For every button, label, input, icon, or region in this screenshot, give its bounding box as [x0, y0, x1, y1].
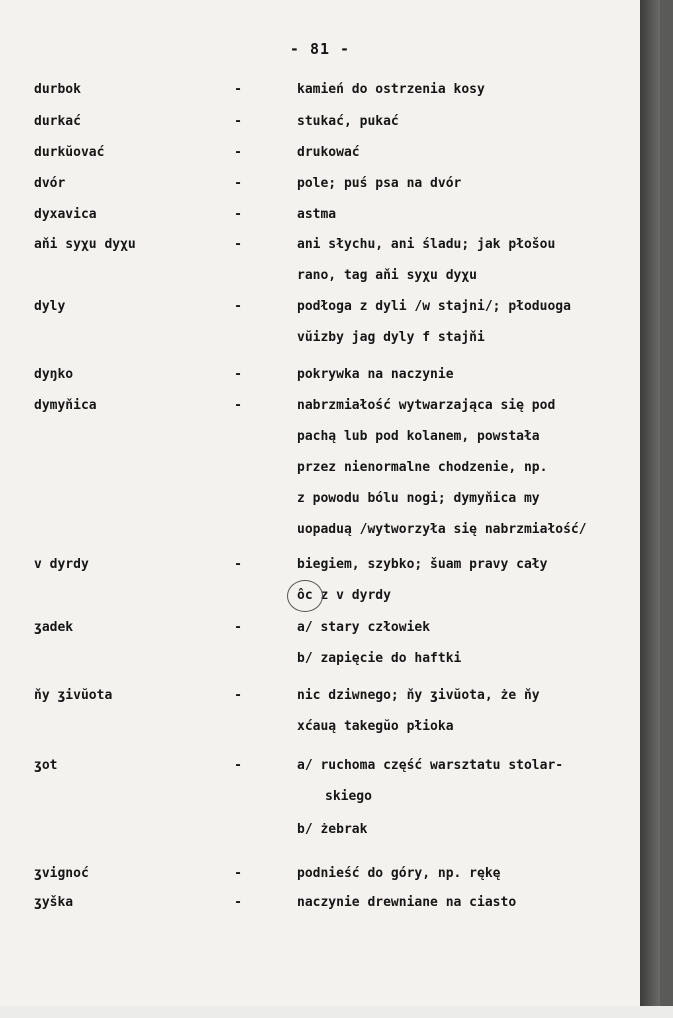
entry-dash: - — [234, 895, 242, 910]
entry-definition-line: biegiem, szybko; šuam pravy cały — [297, 557, 548, 572]
entry-dash: - — [234, 145, 242, 160]
entry-definition-line: naczynie drewniane na ciasto — [297, 895, 517, 910]
entry-definition-line: vŭizby jag dyly f stajňi — [297, 330, 485, 345]
entry-term: ʒyška — [34, 895, 74, 910]
scan-margin — [0, 1006, 673, 1018]
entry-definition-line: nabrzmiałość wytwarzająca się pod — [297, 398, 556, 413]
entry-definition-line: drukować — [297, 145, 360, 160]
entry-dash: - — [234, 557, 242, 572]
entry-definition-line: podłoga z dyli /w stajni/; płoduoga — [297, 299, 571, 314]
handwritten-circle — [287, 580, 323, 612]
entry-term: ʒadek — [34, 620, 74, 635]
entry-definition-line: ani słychu, ani śladu; jak płošou — [297, 237, 556, 252]
entry-term: dvór — [34, 176, 66, 191]
entry-definition-line: pachą lub pod kolanem, powstała — [297, 429, 540, 444]
entry-term: dyxavica — [34, 207, 97, 222]
entry-dash: - — [234, 176, 242, 191]
entry-term: ʒot — [34, 758, 58, 773]
entry-definition-line: przez nienormalne chodzenie, np. — [297, 460, 548, 475]
entry-dash: - — [234, 398, 242, 413]
entry-dash: - — [234, 688, 242, 703]
entry-dash: - — [234, 620, 242, 635]
entry-definition-line: uopaduą /wytworzyła się nabrzmiałość/ — [297, 522, 587, 537]
entry-definition-line: astma — [297, 207, 337, 222]
entry-term: dyly — [34, 299, 66, 314]
entry-definition-line: b/ żebrak — [297, 822, 368, 837]
entry-dash: - — [234, 114, 242, 129]
entry-term: dymyňica — [34, 398, 97, 413]
page-number: - 81 - — [289, 40, 351, 58]
entry-definition-line: b/ zapięcie do haftki — [297, 651, 462, 666]
entry-dash: - — [234, 866, 242, 881]
entry-dash: - — [234, 299, 242, 314]
entry-definition-line: pokrywka na naczynie — [297, 367, 454, 382]
entry-definition-line: z powodu bólu nogi; dymyňica my — [297, 491, 540, 506]
entry-definition-line: kamień do ostrzenia kosy — [297, 82, 485, 97]
entry-definition-line: a/ stary człowiek — [297, 620, 431, 635]
entry-term: v dyrdy — [34, 557, 89, 572]
entry-dash: - — [234, 237, 242, 252]
entry-definition-line: pole; puś psa na dvór — [297, 176, 462, 191]
entry-term: dyŋko — [34, 367, 74, 382]
entry-definition-line: a/ ruchoma część warsztatu stolar- — [297, 758, 564, 773]
entry-term: durkać — [34, 114, 81, 129]
entry-dash: - — [234, 207, 242, 222]
entry-dash: - — [234, 758, 242, 773]
entry-dash: - — [234, 82, 242, 97]
entry-definition-line: podnieść do góry, np. rękę — [297, 866, 501, 881]
entry-term: ňy ʒivŭota — [34, 688, 113, 703]
entry-term: ʒvignoć — [34, 866, 89, 881]
entry-definition-line: ôc z v dyrdy — [297, 588, 391, 603]
entry-definition-line: nic dziwnego; ňy ʒivŭota, że ňy — [297, 688, 540, 703]
entry-term: durbok — [34, 82, 81, 97]
entry-dash: - — [234, 367, 242, 382]
entry-definition-line: rano, tag aňi syχu dyχu — [297, 268, 478, 283]
page-edge-shadow — [640, 0, 660, 1006]
entry-term: durkŭovać — [34, 145, 105, 160]
entry-definition-line: skiego — [325, 789, 372, 804]
entry-definition-line: xćauą takegŭo płioka — [297, 719, 454, 734]
entry-term: aňi syχu dyχu — [34, 237, 136, 252]
entry-definition-line: stukać, pukać — [297, 114, 399, 129]
